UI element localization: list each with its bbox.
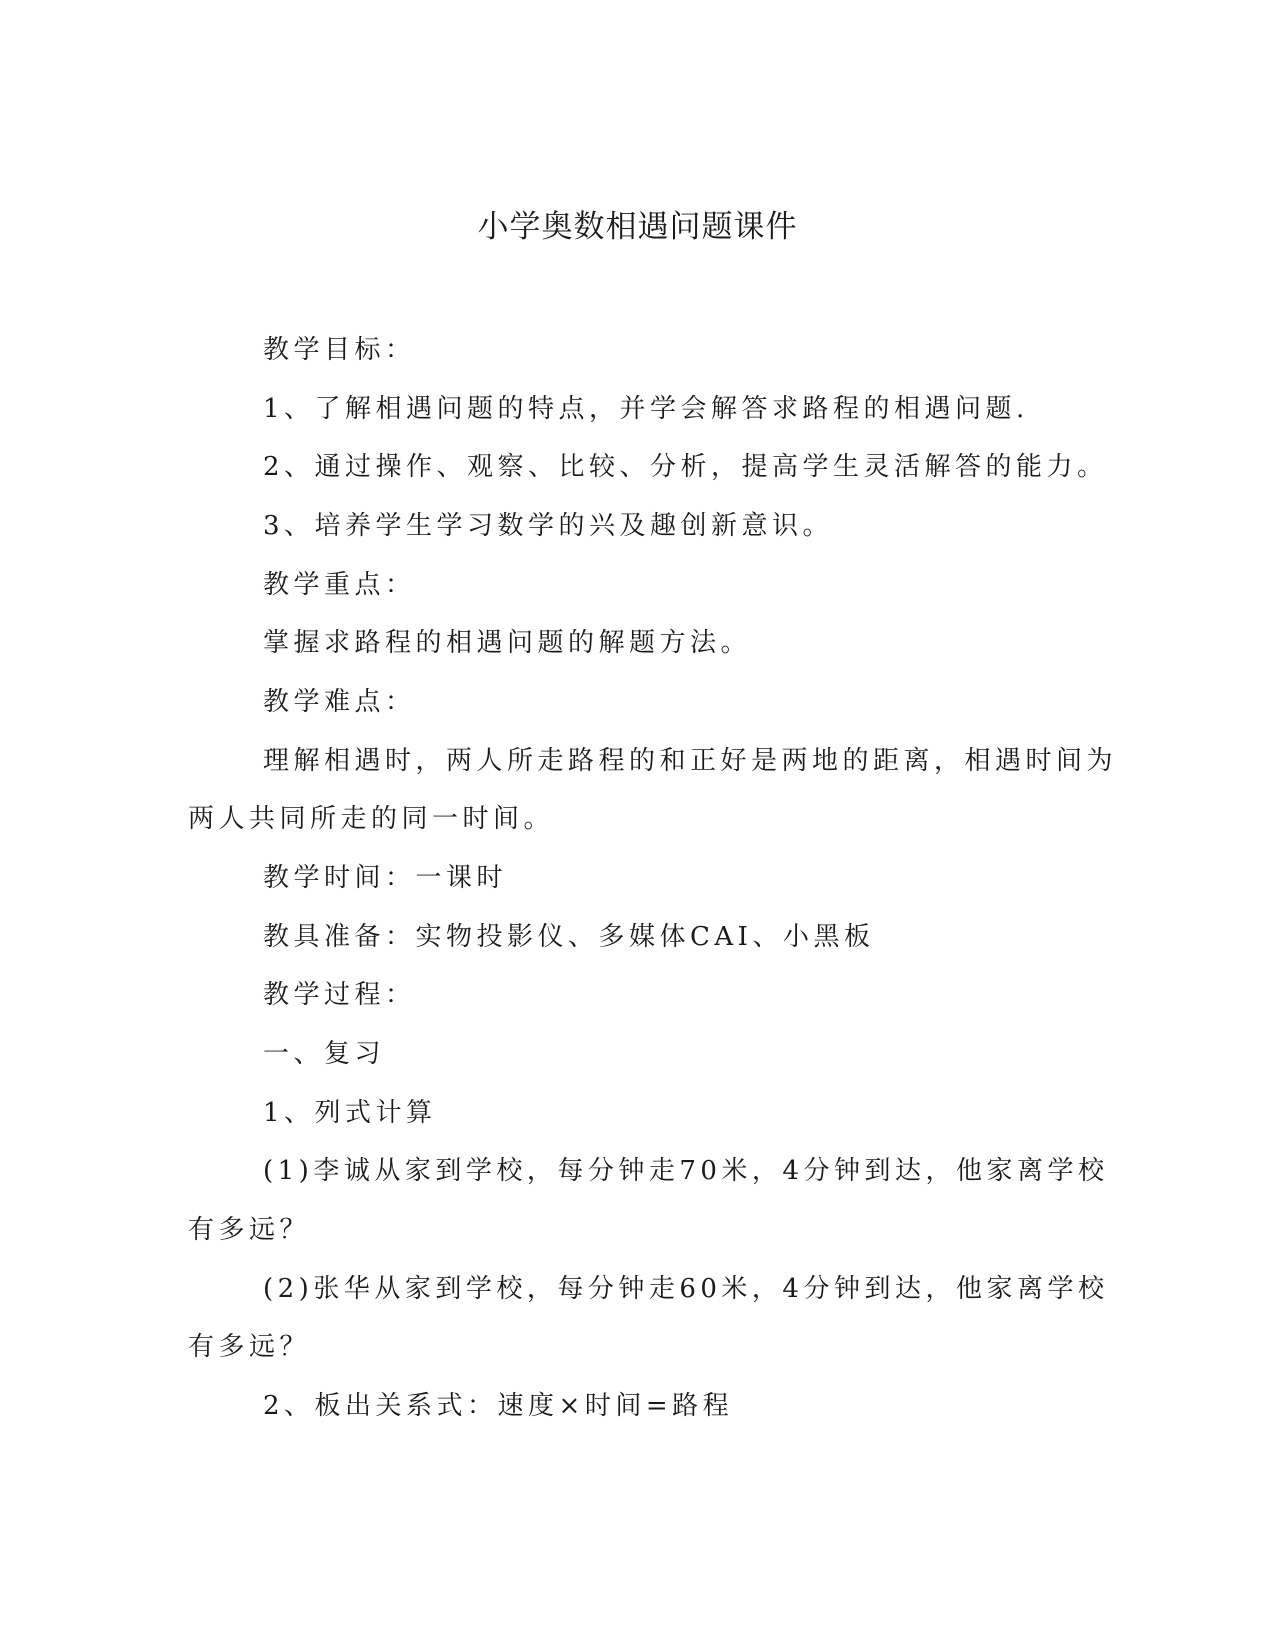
difficulties-text: 理解相遇时，两人所走路程的和正好是两地的距离，相遇时间为 xyxy=(263,746,1118,776)
difficulties-text-continued: 两人共同所走的同一时间。 xyxy=(188,804,555,834)
document-title: 小学奥数相遇问题课件 xyxy=(477,209,798,245)
objective-item-1: 1、了解相遇问题的特点，并学会解答求路程的相遇问题. xyxy=(263,394,1029,424)
heading-teaching-process: 教学过程： xyxy=(263,980,416,1010)
review-item-1: 1、列式计算 xyxy=(263,1098,437,1128)
objective-item-2: 2、通过操作、观察、比较、分析，提高学生灵活解答的能力。 xyxy=(263,452,1108,482)
key-points-text: 掌握求路程的相遇问题的解题方法。 xyxy=(263,628,752,658)
question-1-continued: 有多远？ xyxy=(188,1215,311,1245)
teaching-aids: 教具准备：实物投影仪、多媒体CAI、小黑板 xyxy=(263,922,875,952)
question-2: (2)张华从家到学校，每分钟走60米，4分钟到达，他家离学校 xyxy=(263,1274,1109,1304)
heading-teaching-objectives: 教学目标： xyxy=(263,335,416,365)
heading-difficulties: 教学难点： xyxy=(263,687,416,717)
section-review: 一、复习 xyxy=(263,1039,386,1069)
question-2-continued: 有多远？ xyxy=(188,1332,311,1362)
teaching-time: 教学时间：一课时 xyxy=(263,863,508,893)
review-item-2: 2、板出关系式：速度×时间=路程 xyxy=(263,1391,734,1421)
heading-key-points: 教学重点： xyxy=(263,570,416,600)
objective-item-3: 3、培养学生学习数学的兴及趣创新意识。 xyxy=(263,511,834,541)
question-1: (1)李诚从家到学校，每分钟走70米，4分钟到达，他家离学校 xyxy=(263,1156,1109,1186)
